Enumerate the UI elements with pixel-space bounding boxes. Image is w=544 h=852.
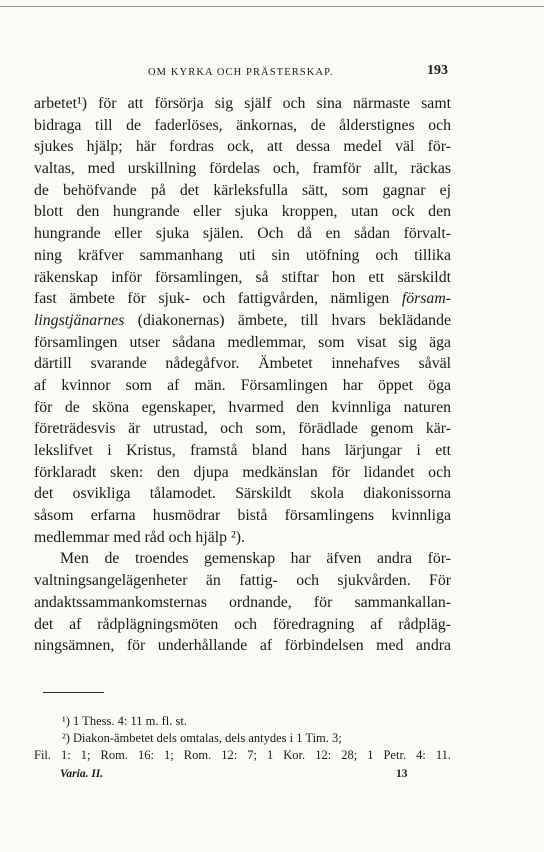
footnotes <box>34 713 451 764</box>
text-line: såsom erfarna husmödrar bistå församlingens kvinnliga <box>34 507 451 525</box>
text-line: för de sköna egenskaper, hvarmed den kvinnliga naturen <box>34 398 451 416</box>
text-segment: fast ämbete för sjuk- och fattigvården, nämligen <box>34 290 402 308</box>
text-line: det osvikliga tålamodet. Särskildt skola diakonissorna <box>34 485 451 503</box>
text-line: bidraga till de faderlöses, änkornas, de ålderstignes och <box>34 116 451 134</box>
text-line: af kvinnor som af män. Församlingen har öppet öga <box>34 376 451 394</box>
text-line <box>34 288 451 310</box>
top-edge-rule <box>0 6 544 7</box>
text-line <box>34 310 451 332</box>
text-segment: (diakonernas) ämbete, till hvars beklädande <box>124 311 451 329</box>
signature-number: 13 <box>396 768 408 780</box>
text-line: Men de troendes gemenskap har äfven andra för- <box>60 550 451 568</box>
text-line: valtas, med urskillning fördelas och, framför allt, räckas <box>34 160 451 178</box>
emphasized-term: försam- <box>401 290 451 308</box>
text-line: ning kräfver sammanhang uti sin utöfning och tillika <box>34 246 451 264</box>
text-line: ningsämnen, för underhållande af förbindelsen med andra <box>34 637 451 655</box>
footnote-rule <box>43 692 104 693</box>
text-line: arbetet¹) för att försörja sig själf och sina närmaste samt <box>34 95 451 112</box>
footnote-2: ²) Diakon-ämbetet dels omtalas, dels antydes i 1 Tim. 3; <box>62 731 342 745</box>
footnote-1: ¹) 1 Thess. 4: 11 m. fl. st. <box>62 714 187 728</box>
text-line: företrädesvis är utrustad, och som, förädlade genom kär- <box>34 420 451 438</box>
emphasized-term: lingstjänarnes <box>34 311 125 329</box>
text-line: förklaradt sken: den djupa medkänslan för lidandet och <box>34 463 451 481</box>
text-line: det af rådplägningsmöten och föredragning af rådpläg- <box>34 615 451 633</box>
text-line: medlemmar med råd och hjälp ²). <box>34 528 245 546</box>
footnote-2-continued: Fil. 1: 1; Rom. 16: 1; Rom. 12: 7; 1 Kor. 12: 28; 1 Petr. 4: 11. <box>34 748 451 762</box>
running-head: OM KYRKA OCH PRÄSTERSKAP. <box>148 67 334 78</box>
text-line: blott den hungrande eller sjuka kroppen, utan ock den <box>34 203 451 221</box>
text-line: valtningsangelägenheter än fattig- och sjukvården. För <box>34 572 451 590</box>
text-line: församlingen utser sådana medlemmar, som visat sig äga <box>34 333 451 351</box>
text-line: sjukes hjälp; här fordras ock, att dessa medel väl för- <box>34 138 451 156</box>
text-line: andaktssammankomsternas ordnande, för sammankallan- <box>34 593 451 611</box>
main-text <box>34 93 451 657</box>
text-line: hungrande eller sjuka själen. Och då en sådan förvalt- <box>34 225 451 243</box>
page-number: 193 <box>427 63 448 78</box>
text-line: räkenskap inför församlingen, så stiftar hon ett särskildt <box>34 268 451 286</box>
text-line: de behöfvande på det kärleksfulla sätt, som gagnar ej <box>34 181 451 199</box>
text-line: därtill svarande nådegåfvor. Ämbetet innehafves såväl <box>34 355 451 373</box>
signature-label: Varia. II. <box>60 768 104 780</box>
text-line: lekslifvet i Kristus, framstå bland hans lärjungar i ett <box>34 442 451 459</box>
